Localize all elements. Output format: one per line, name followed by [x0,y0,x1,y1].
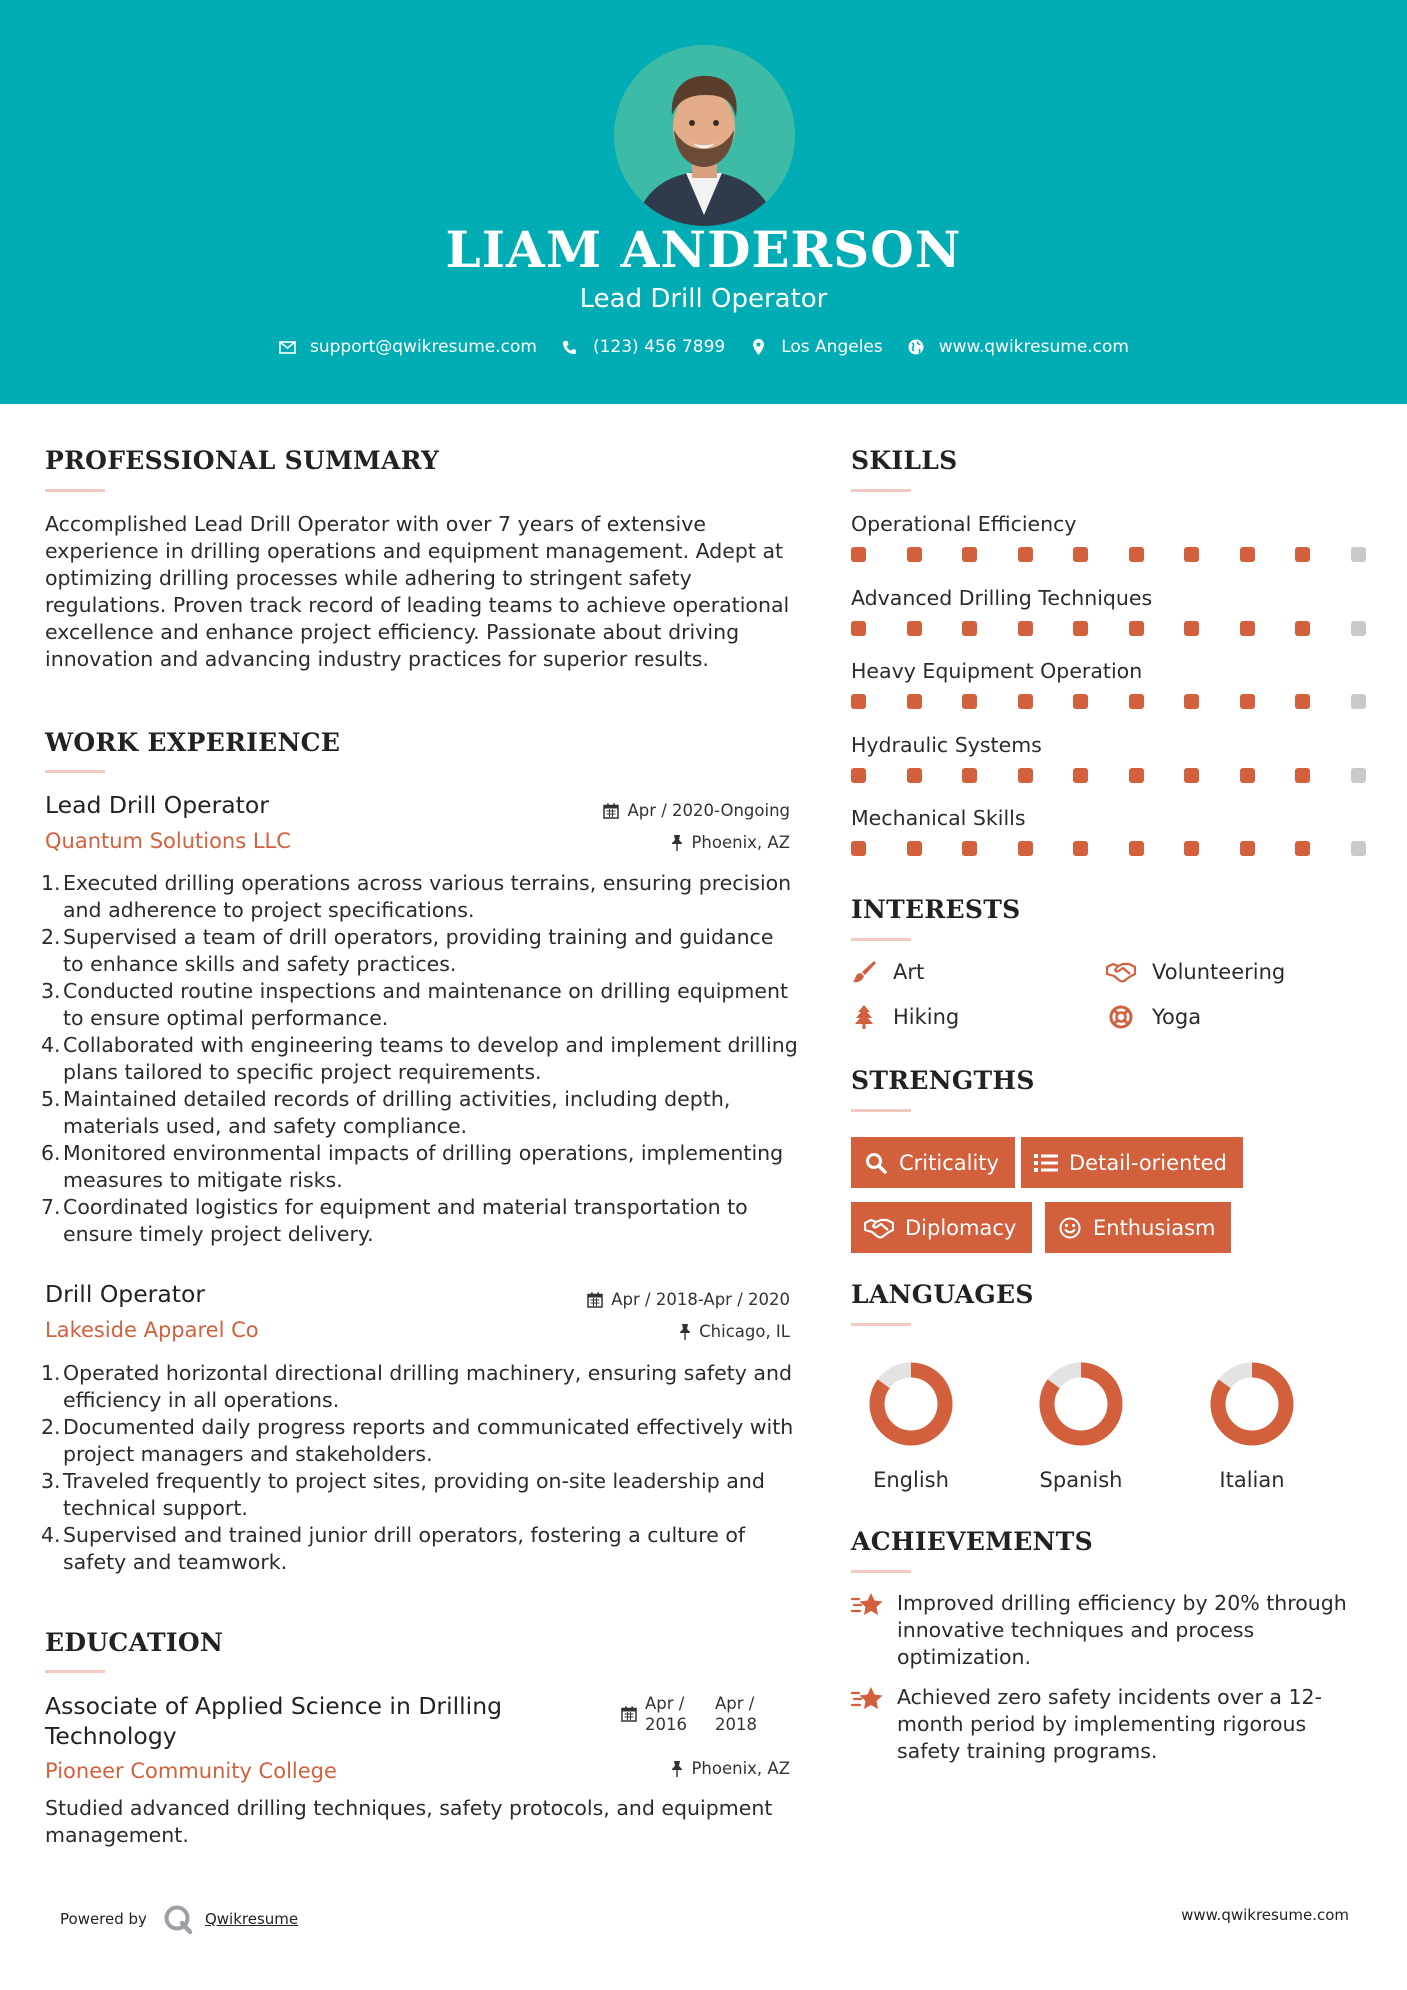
education-location-text: Phoenix, AZ [691,1759,790,1778]
rating-dot-filled [1240,768,1255,783]
strength-label: Enthusiasm [1093,1215,1216,1240]
skill-rating [851,768,1406,783]
rating-dot-filled [1129,841,1144,856]
skill-rating [851,694,1406,709]
powered-by-text: Powered by [60,1910,147,1928]
job-title: Lead Drill Operator [45,791,269,819]
rating-dot-filled [907,547,922,562]
list-item: Supervised and trained junior drill operators, fostering a culture of safety and teamwork. [63,1523,746,1574]
education-heading: EDUCATION [45,1628,224,1657]
rating-dot-filled [1240,841,1255,856]
language-donut [1208,1360,1296,1448]
strengths-heading: STRENGTHS [851,1066,1035,1095]
list-item: Documented daily progress reports and communicated effectively with project managers and stakeholders. [63,1415,794,1466]
interest-label: Art [893,960,925,984]
smile-icon [1057,1216,1083,1240]
job-duties [45,1360,800,1576]
job-date-text: Apr / 2018-Apr / 2020 [611,1290,790,1309]
education-start [645,1693,687,1735]
rating-dot-filled [1240,621,1255,636]
footer-url[interactable]: www.qwikresume.com [1181,1906,1349,1924]
shooting-star-icon [851,1684,885,1718]
interest-label: Hiking [893,1005,960,1029]
rating-dot-filled [1184,621,1199,636]
education-end-line: 2018 [715,1715,757,1734]
interest-art [851,960,924,984]
calendar-icon [603,803,619,819]
language-donut [867,1360,955,1448]
rating-dot-empty [1351,694,1366,709]
list-item: Operated horizontal directional drilling machinery, ensuring safety and efficiency in all operations. [63,1361,792,1412]
job-location [679,1322,790,1341]
interest-label: Volunteering [1152,960,1286,984]
language-item [1187,1360,1317,1492]
rating-dot-filled [851,841,866,856]
rating-dot-filled [907,768,922,783]
degree-title-line: Technology [45,1722,177,1750]
interest-yoga [1106,1005,1201,1029]
rating-dot-filled [962,768,977,783]
language-name: Italian [1219,1468,1285,1492]
rating-dot-filled [1129,547,1144,562]
header-banner [0,0,1407,404]
rating-dot-filled [1018,621,1033,636]
experience-heading: WORK EXPERIENCE [45,728,341,757]
rating-dot-filled [1018,694,1033,709]
interest-label: Yoga [1152,1005,1202,1029]
education-location [671,1759,790,1778]
list-item: Monitored environmental impacts of drilling operations, implementing measures to mitigate risks. [63,1141,784,1192]
interests-heading: INTERESTS [851,895,1021,924]
company-name: Quantum Solutions LLC [45,829,291,853]
rating-dot-filled [1073,547,1088,562]
rating-dot-filled [851,547,866,562]
job-duties [45,870,800,1248]
handshake-icon [1106,960,1136,984]
rating-dot-filled [1295,694,1310,709]
education-date [621,1693,757,1735]
rating-dot-empty [1351,621,1366,636]
strength-label: Diplomacy [905,1215,1017,1240]
skill-rating [851,621,1406,636]
job-location-text: Chicago, IL [699,1322,790,1341]
handshake-icon [863,1216,895,1240]
summary-text: Accomplished Lead Drill Operator with over 7 years of extensive experience in drilling operations and equipment management. Adept at optimizing drilling processes while adhering to stringent safety regulations. Proven track record of leading teams to achieve operational excellence and enhance project efficiency. Passionate about driving innovation and advancing industry practices for superior results. [45,512,790,671]
rating-dot-empty [1351,547,1366,562]
contact-location [749,337,883,357]
degree-title [45,1691,502,1751]
strengths-heading-underline [851,1109,911,1112]
job-location [671,833,790,852]
rating-dot-filled [1295,547,1310,562]
language-item [1016,1360,1146,1492]
list-item: Traveled frequently to project sites, providing on-site leadership and technical support. [63,1469,765,1520]
languages-heading-underline [851,1323,911,1326]
rating-dot-filled [962,694,977,709]
rating-dot-filled [1240,694,1255,709]
skill-rating [851,547,1406,562]
job-title: Drill Operator [45,1280,206,1308]
candidate-title: Lead Drill Operator [579,284,828,314]
achievements-heading: ACHIEVEMENTS [851,1527,1093,1556]
achievement-text: Improved drilling efficiency by 20% through innovative techniques and process optimization. [897,1591,1347,1669]
language-name: Spanish [1039,1468,1123,1492]
summary-heading-underline [45,489,105,492]
powered-by [60,1904,298,1934]
rating-dot-filled [1184,547,1199,562]
summary-heading: PROFESSIONAL SUMMARY [45,446,440,475]
company-name: Lakeside Apparel Co [45,1318,259,1342]
job-date [603,801,790,820]
interest-hiking [851,1005,959,1029]
education-start-line: 2016 [645,1715,687,1734]
map-pin-icon [749,338,767,356]
phone-text: (123) 456 7899 [592,337,726,357]
profile-photo [614,45,795,226]
contact-website[interactable] [907,337,1129,357]
rating-dot-filled [851,768,866,783]
strength-tag-criticality [851,1137,1015,1188]
calendar-icon [621,1706,637,1722]
rating-dot-filled [1295,841,1310,856]
rating-dot-filled [1240,547,1255,562]
strength-tag-enthusiasm [1045,1202,1231,1253]
language-name: English [873,1468,949,1492]
interests-heading-underline [851,938,911,941]
contact-bar [0,337,1407,357]
achievement-item [851,1590,1371,1671]
education-end [715,1693,757,1735]
phone-icon [561,338,579,356]
language-item [846,1360,976,1492]
rating-dot-filled [1184,768,1199,783]
list-item: Conducted routine inspections and maintenance on drilling equipment to ensure optimal performance. [63,979,789,1030]
rating-dot-filled [907,621,922,636]
skills-heading-underline [851,489,911,492]
degree-title-line: Associate of Applied Science in Drilling [45,1692,503,1720]
rating-dot-filled [962,841,977,856]
rating-dot-filled [1018,547,1033,562]
globe-icon [907,338,925,356]
list-item: Collaborated with engineering teams to develop and implement drilling plans tailored to specific project requirements. [63,1033,798,1084]
job-date [587,1290,790,1309]
education-heading-underline [45,1670,105,1673]
rating-dot-empty [1351,768,1366,783]
pushpin-icon [671,1760,683,1777]
strength-label: Detail-oriented [1069,1150,1227,1175]
skill-rating [851,841,1406,856]
rating-dot-filled [1184,694,1199,709]
list-item: Maintained detailed records of drilling activities, including depth, materials used, and safety compliance. [63,1087,731,1138]
list-item: Supervised a team of drill operators, providing training and guidance to enhance skills and safety practices. [63,925,774,976]
rating-dot-filled [1129,621,1144,636]
rating-dot-filled [851,694,866,709]
candidate-name: LIAM ANDERSON [445,220,962,279]
achievement-item [851,1684,1371,1765]
rating-dot-filled [907,694,922,709]
pushpin-icon [679,1323,691,1340]
languages-heading: LANGUAGES [851,1280,1034,1309]
education-end-line: Apr / [715,1694,755,1713]
rating-dot-filled [1295,621,1310,636]
strength-label: Criticality [899,1150,999,1175]
rating-dot-filled [1184,841,1199,856]
lifering-icon [1106,1005,1136,1029]
shooting-star-icon [851,1590,885,1624]
job-location-text: Phoenix, AZ [691,833,790,852]
list-item: Coordinated logistics for equipment and material transportation to ensure timely project delivery. [63,1195,748,1246]
language-donut [1037,1360,1125,1448]
location-text: Los Angeles [781,337,883,357]
pushpin-icon [671,834,683,851]
list-item: Executed drilling operations across various terrains, ensuring precision and adherence to project specifications. [63,871,792,922]
tree-icon [851,1005,877,1029]
list-icon [1033,1151,1059,1175]
skill-name: Mechanical Skills [851,806,1026,830]
rating-dot-empty [1351,841,1366,856]
rating-dot-filled [1073,621,1088,636]
envelope-icon [278,338,296,356]
education-start-line: Apr / [645,1694,685,1713]
skill-name: Advanced Drilling Techniques [851,585,1153,610]
achievements-heading-underline [851,1570,911,1573]
interest-volunteering [1106,960,1285,984]
rating-dot-filled [1018,768,1033,783]
rating-dot-filled [1073,841,1088,856]
skill-name: Hydraulic Systems [851,732,1042,757]
email-text: support@qwikresume.com [310,337,537,357]
qwikresume-link[interactable]: Qwikresume [204,1910,299,1928]
experience-heading-underline [45,770,105,773]
rating-dot-filled [1295,768,1310,783]
school-name: Pioneer Community College [45,1759,337,1783]
contact-email[interactable] [278,337,537,357]
rating-dot-filled [1018,841,1033,856]
paintbrush-icon [851,960,877,984]
rating-dot-filled [1073,694,1088,709]
education-description: Studied advanced drilling techniques, safety protocols, and equipment management. [45,1796,773,1847]
rating-dot-filled [1129,768,1144,783]
skill-name: Operational Efficiency [851,512,1077,536]
rating-dot-filled [851,621,866,636]
strength-tag-detail-oriented [1021,1137,1243,1188]
rating-dot-filled [1073,768,1088,783]
rating-dot-filled [962,547,977,562]
search-icon [863,1151,889,1175]
achievement-text: Achieved zero safety incidents over a 12-month period by implementing rigorous safety training programs. [897,1685,1322,1763]
strength-tag-diplomacy [851,1202,1032,1253]
contact-phone[interactable] [561,337,725,357]
job-date-text: Apr / 2020-Ongoing [627,801,790,820]
skill-name: Heavy Equipment Operation [851,659,1143,683]
rating-dot-filled [962,621,977,636]
rating-dot-filled [1129,694,1144,709]
rating-dot-filled [907,841,922,856]
calendar-icon [587,1292,603,1308]
website-text: www.qwikresume.com [938,337,1129,357]
qwikresume-logo-icon [163,1904,193,1934]
skills-heading: SKILLS [851,446,958,475]
